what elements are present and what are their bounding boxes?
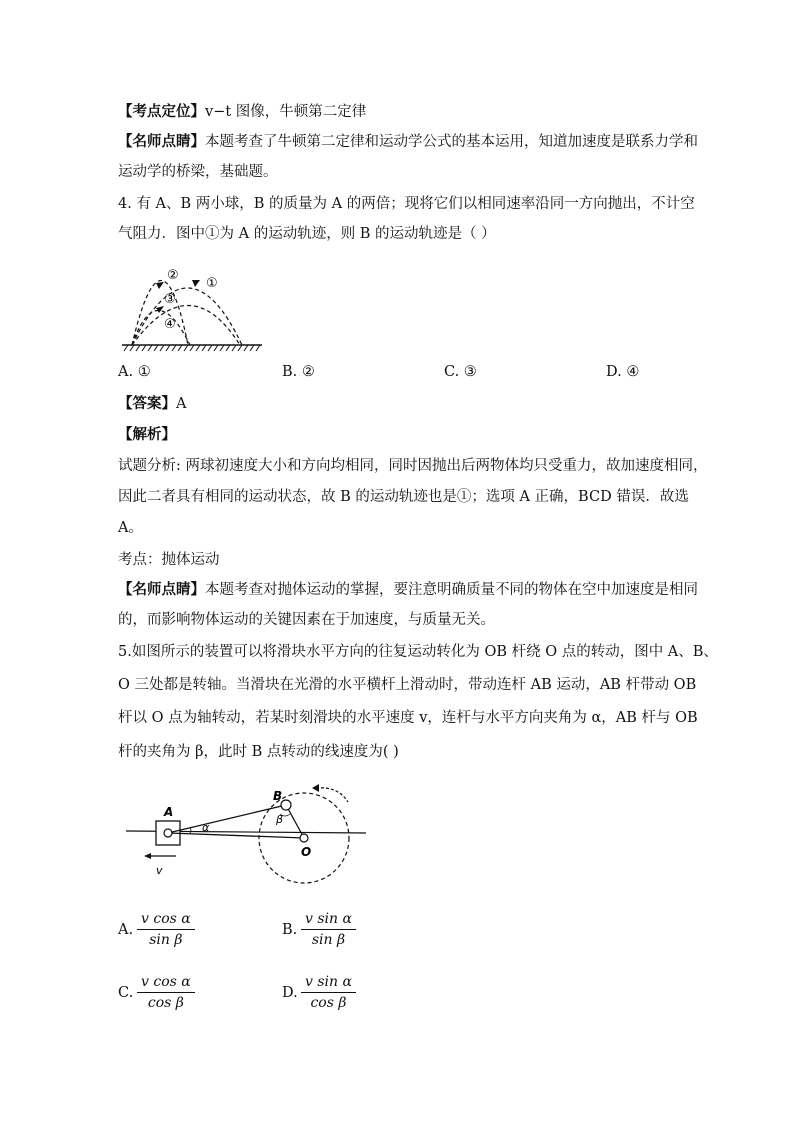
q4-jiexi-label: 【解析】 [118,426,176,443]
q5-option-b-letter[interactable]: B. [282,922,298,938]
option-text: ③ [463,364,477,380]
q5-option-c-fraction[interactable] [137,972,195,1013]
fraction-numerator: v cos α [137,909,195,930]
answer-label: 【答案】 [118,395,176,412]
option-letter: C. [444,364,460,380]
angle-alpha-arc [190,828,191,833]
q5-stem-line-2: O 三处都是转轴。当滑块在光滑的水平横杆上滑动时，带动连杆 AB 运动，AB 杆带动 OB [118,677,697,693]
label-o: O [301,845,312,859]
q5-option-d-letter[interactable]: D. [282,985,298,1001]
q4-analysis-line-1: 试题分析: 两球初速度大小和方向均相同，同时因抛出后两物体均只受重力，故加速度相同， [118,458,708,474]
kaodian-line-1 [118,102,366,122]
q4-option-a[interactable] [118,362,151,382]
pivot-o [300,834,308,842]
mingshi-label: 【名师点睛】 [118,133,205,150]
label-v: v [156,864,163,877]
q4-stem-line-1: 4. 有 A、B 两小球，B 的质量为 A 的两倍；现将它们以相同速率沿同一方向抛出，不计空 [118,196,695,212]
q5-option-a-letter[interactable]: A. [118,922,134,938]
fraction-numerator: v cos α [137,972,195,993]
q5-stem-line-4: 杆的夹角为 β，此时 B 点转动的线速度为( ) [118,744,399,760]
rod-ab [168,805,286,833]
rod-ob [286,805,304,838]
option-text: ① [137,364,151,380]
fraction-numerator: v sin α [301,972,356,993]
trajectory-1 [132,288,242,345]
mingshi-line-1 [118,132,698,152]
q4-option-d[interactable] [606,362,639,382]
mingshi-line-2: 运动学的桥梁，基础题。 [118,164,278,180]
q5-option-d-fraction[interactable] [301,972,356,1013]
mingshi-text-1: 本题考查了牛顿第二定律和运动学公式的基本运用，知道加速度是联系力学和 [205,134,698,150]
fraction-numerator: v sin α [301,909,356,930]
q4-kaodian: 考点：抛体运动 [118,552,220,568]
fraction-denominator: cos β [310,995,347,1011]
q4-analysis-line-3: A。 [118,520,143,536]
rotation-arrow-head [312,784,319,792]
fraction-denominator: sin β [311,932,346,948]
mingshi-text: 本题考查对抛体运动的掌握，要注意明确质量不同的物体在空中加速度是相同 [205,582,698,598]
option-text: ② [301,364,315,380]
option-letter: D. [606,364,622,380]
kaodian-text: v−t 图像，牛顿第二定律 [205,104,367,120]
label-beta: β [276,813,284,826]
trajectory-label-2: ② [167,268,179,283]
fraction-denominator: sin β [149,932,183,948]
q4-mingshi-line-1 [118,580,698,600]
trajectory-label-4: ④ [164,317,176,332]
answer-value: A [176,396,187,412]
arrow-head-2 [156,282,164,289]
pivot-a [164,829,172,837]
trajectory-label-3: ③ [164,292,176,307]
label-b: B [273,789,283,803]
q4-option-c[interactable] [444,362,477,382]
q5-option-c-letter[interactable]: C. [118,985,134,1001]
arrow-head-3 [156,306,164,313]
trajectory-label-1: ① [206,276,218,291]
q4-analysis-line-2: 因此二者具有相同的运动状态，故 B 的运动轨迹也是①；选项 A 正确，BCD 错误．故选 [118,489,689,505]
q4-mingshi-line-2: 的，而影响物体运动的关键因素在于加速度，与质量无关。 [118,612,495,628]
mingshi-label: 【名师点睛】 [118,581,205,598]
q5-linkage-figure [118,778,368,890]
option-letter: B. [282,364,298,380]
rod-ao [168,833,304,838]
rotation-arrow [316,788,348,802]
velocity-arrow-head [144,853,151,859]
q4-option-b[interactable] [282,362,315,382]
q5-stem-line-1: 5.如图所示的装置可以将滑块水平方向的往复运动转化为 OB 杆绕 O 点的转动，图中 A、B、 [118,644,718,660]
label-a: A [164,805,174,819]
option-letter: A. [118,364,134,380]
option-text: ④ [626,364,640,380]
q4-answer-line [118,394,186,414]
q5-option-b-fraction[interactable] [301,909,356,950]
arrow-head-1 [192,280,200,287]
label-alpha: α [202,821,210,834]
trajectory-2 [132,281,188,346]
q5-stem-line-3: 杆以 O 点为轴转动，若某时刻滑块的水平速度 v，连杆与水平方向夹角为 α，AB 杆与 OB [118,710,698,726]
fraction-denominator: cos β [147,995,184,1011]
pivot-b [281,800,291,810]
q4-trajectory-figure [118,256,266,352]
q4-stem-line-2: 气阻力．图中①为 A 的运动轨迹，则 B 的运动轨迹是（ ） [118,226,496,242]
trajectory-4 [132,306,240,346]
kaodian-label: 【考点定位】 [118,103,205,120]
q5-option-a-fraction[interactable] [137,909,195,950]
